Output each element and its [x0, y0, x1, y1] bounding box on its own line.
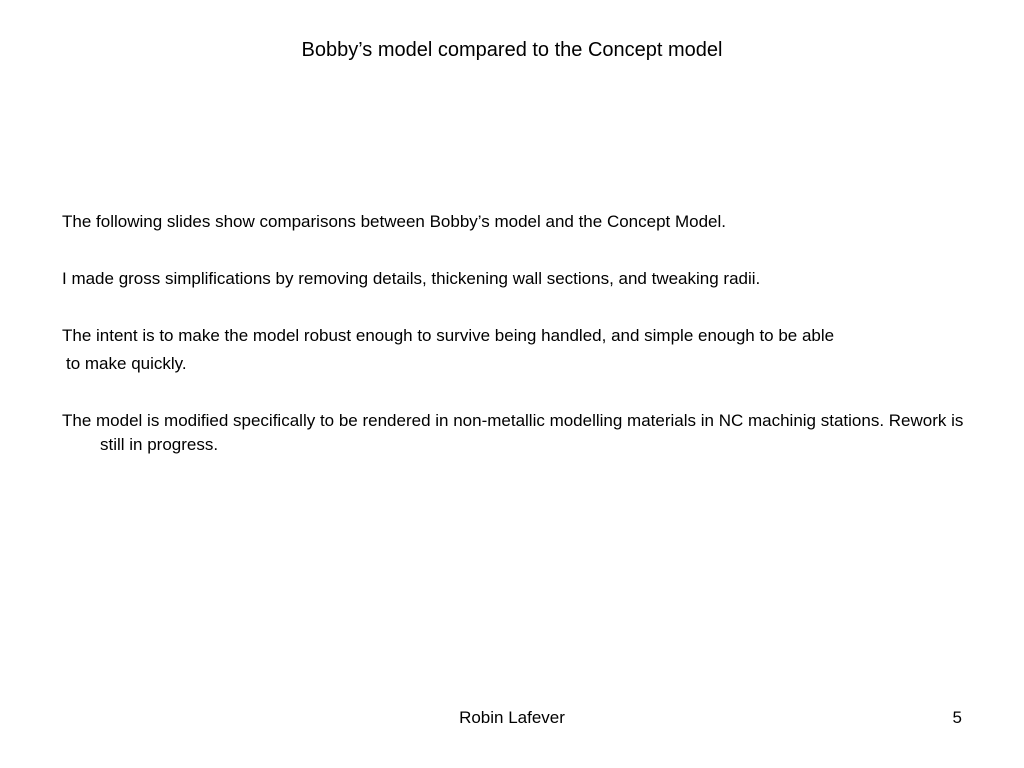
- slide-title: Bobby’s model compared to the Concept model: [301, 39, 723, 61]
- paragraph-simplifications: I made gross simplifications by removing details, thickening wall sections, and tweaking radii.: [62, 269, 761, 288]
- footer-author: Robin Lafever: [459, 708, 565, 727]
- paragraph-comparisons: The following slides show comparisons between Bobby’s model and the Concept Model.: [62, 212, 727, 231]
- slide-body: [62, 210, 982, 490]
- paragraph-modification: The model is modified specifically to be rendered in non-metallic modelling materials in NC machinig stations. Rework is still in progress.: [62, 411, 964, 454]
- page-number: 5: [952, 708, 962, 727]
- paragraph-intent-continued: to make quickly.: [66, 354, 187, 373]
- paragraph-intent: The intent is to make the model robust enough to survive being handled, and simple enough to be able: [62, 326, 835, 345]
